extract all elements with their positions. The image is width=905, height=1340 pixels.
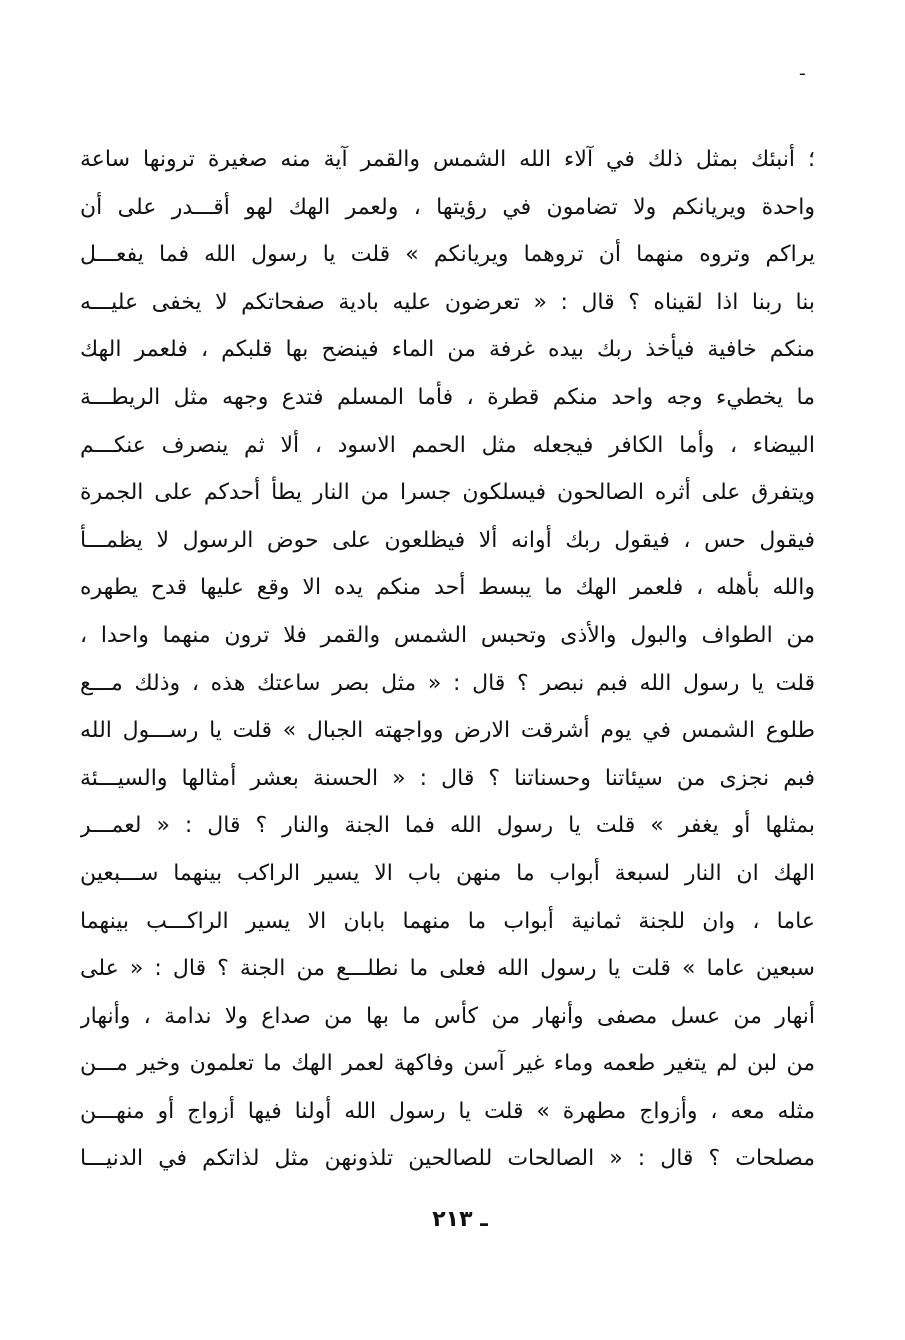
body-text <box>80 136 815 1183</box>
page-number: ـ ٢١٣ <box>432 1207 488 1232</box>
text-line: البيضاء ، وأما الكافر فيجعله مثل الحمم الاسود ، ألا ثم ينصرف عنكـــم <box>80 432 815 458</box>
text-line: واحدة ويريانكم ولا تضامون في رؤيتها ، ولعمر الهك لهو أقـــدر على أن <box>80 194 815 220</box>
text-line: سبعين عاما » قلت يا رسول الله فعلى ما نطلـــع من الجنة ؟ قال : « على <box>80 956 815 982</box>
text-line: مصلحات ؟ قال : « الصالحات للصالحين تلذونهن مثل لذاتكم في الدنيـــا <box>80 1146 815 1172</box>
text-line: مثله معه ، وأزواج مطهرة » قلت يا رسول الله أولنا فيها أزواج أو منهـــن <box>80 1098 815 1124</box>
text-line: بنا ربنا اذا لقيناه ؟ قال : « تعرضون عليه بادية صفحاتكم لا يخفى عليـــه <box>80 289 815 315</box>
text-line: طلوع الشمس في يوم أشرقت الارض وواجهته الجبال » قلت يا رســـول الله <box>80 718 815 744</box>
text-line: والله بأهله ، فلعمر الهك ما يبسط أحد منكم يده الا وقع عليها قدح يطهره <box>80 575 815 601</box>
text-line: ؛ أنبئك بمثل ذلك في آلاء الله الشمس والقمر آية منه صغيرة ترونها ساعة <box>80 147 815 172</box>
text-line: أنهار من عسل مصفى وأنهار من كأس ما بها من صداع ولا ندامة ، وأنهار <box>80 1003 815 1029</box>
text-line: منكم خافية فيأخذ ربك بيده غرفة من الماء فينضح بها قلبكم ، فلعمر الهك <box>80 337 815 363</box>
text-line: فيقول حس ، فيقول ربك أوانه ألا فيظلعون على حوض الرسول لا يظمـــأ <box>80 527 815 553</box>
corner-mark: ـ <box>800 60 805 79</box>
text-line: الهك ان النار لسبعة أبواب ما منهن باب الا يسير الراكب بينهما ســـبعين <box>80 860 815 886</box>
text-line: يراكم وتروه منهما أن تروهما ويريانكم » قلت يا رسول الله فما يفعـــل <box>80 242 815 268</box>
text-line: فبم نجزى من سيئاتنا وحسناتنا ؟ قال : « الحسنة بعشر أمثالها والسيـــئة <box>80 765 815 791</box>
text-line: قلت يا رسول الله فبم نبصر ؟ قال : « مثل بصر ساعتك هذه ، وذلك مـــع <box>80 670 815 696</box>
text-line: عاما ، وان للجنة ثمانية أبواب ما منهما بابان الا يسير الراكـــب بينهما <box>80 908 815 934</box>
text-line: بمثلها أو يغفر » قلت يا رسول الله فما الجنة والنار ؟ قال : « لعمـــر <box>80 813 815 839</box>
text-line: من لبن لم يتغير طعمه وماء غير آسن وفاكهة لعمر الهك ما تعلمون وخير مـــن <box>80 1051 815 1077</box>
text-line: ما يخطيء وجه واحد منكم قطرة ، فأما المسلم فتدع وجهه مثل الريطـــة <box>80 384 815 410</box>
text-line: من الطواف والبول والأذى وتحبس الشمس والقمر فلا ترون منهما واحدا ، <box>80 622 815 648</box>
text-line: ويتفرق على أثره الصالحون فيسلكون جسرا من النار يطأ أحدكم على الجمرة <box>80 480 815 506</box>
